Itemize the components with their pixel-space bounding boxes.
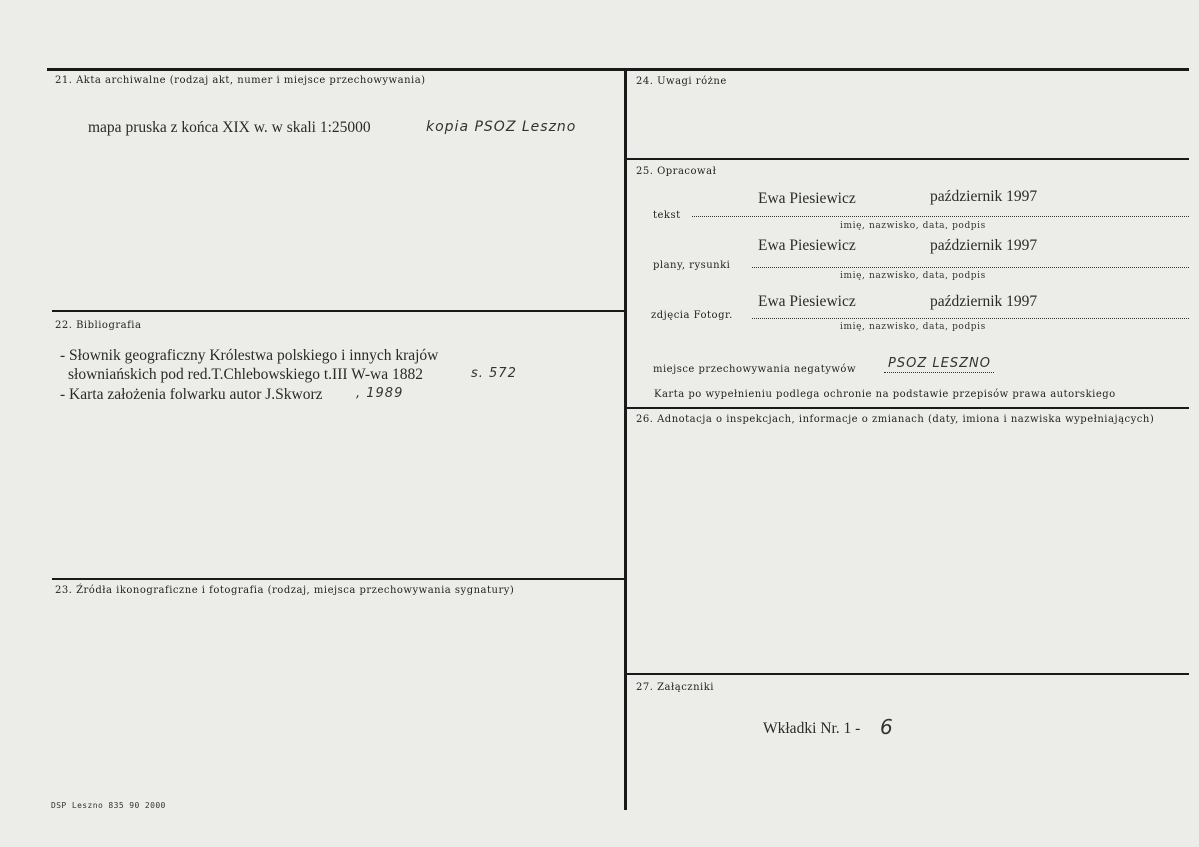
divider-22-23	[52, 578, 624, 580]
author-text-line	[692, 216, 1189, 217]
section-21-handwritten: kopia PSOZ Leszno	[426, 119, 577, 135]
vertical-divider	[624, 68, 627, 810]
section-22-label: 22. Bibliografia	[55, 320, 142, 331]
negatives-value: PSOZ LESZNO	[888, 356, 991, 371]
section-23-label: 23. Źródła ikonograficzne i fotografia (rodzaj, miejsca przechowywania sygnatury)	[55, 585, 515, 596]
section-26-label: 26. Adnotacja o inspekcjach, informacje o zmianach (daty, imiona i nazwiska wypełniających)	[636, 414, 1155, 425]
bibliography-item-2: słowniańskich pod red.T.Chlebowskiego t.III W-wa 1882	[68, 366, 424, 383]
divider-26-27	[627, 673, 1189, 675]
divider-21-22	[52, 310, 624, 312]
bibliography-year-handwritten: , 1989	[356, 386, 404, 401]
author-plans-line	[752, 267, 1189, 268]
author-text-caption: imię, nazwisko, data, podpis	[840, 221, 986, 231]
section-24-label: 24. Uwagi różne	[636, 76, 727, 87]
author-photos-date: październik 1997	[930, 293, 1038, 310]
bibliography-page-handwritten: s. 572	[471, 366, 517, 381]
author-photos-caption: imię, nazwisko, data, podpis	[840, 322, 986, 332]
section-21-text: mapa pruska z końca XIX w. w skali 1:25000	[88, 119, 371, 136]
bibliography-item-3: - Karta założenia folwarku autor J.Skworz	[60, 386, 323, 403]
author-photos-name: Ewa Piesiewicz	[758, 293, 856, 310]
copyright-notice: Karta po wypełnieniu podlega ochronie na podstawie przepisów prawa autorskiego	[654, 389, 1116, 400]
author-plans-name: Ewa Piesiewicz	[758, 237, 856, 254]
print-footer: DSP Leszno 835 90 2000	[51, 801, 166, 810]
bibliography-item-1: - Słownik geograficzny Królestwa polskiego i innych krajów	[60, 347, 439, 364]
author-photos-line	[752, 318, 1189, 319]
author-text-date: październik 1997	[930, 188, 1038, 205]
attachments-count-handwritten: 6	[880, 715, 894, 739]
attachments-text: Wkładki Nr. 1 -	[763, 720, 861, 737]
author-text-name: Ewa Piesiewicz	[758, 190, 856, 207]
negatives-label: miejsce przechowywania negatywów	[653, 364, 856, 375]
author-plans-field: plany, rysunki	[653, 260, 731, 271]
top-border	[47, 68, 1189, 71]
divider-24-25	[627, 158, 1189, 160]
author-plans-caption: imię, nazwisko, data, podpis	[840, 271, 986, 281]
author-text-field: tekst	[653, 210, 681, 221]
section-27-label: 27. Załączniki	[636, 682, 714, 693]
section-25-label: 25. Opracował	[636, 166, 717, 177]
section-21-label: 21. Akta archiwalne (rodzaj akt, numer i miejsce przechowywania)	[55, 75, 426, 86]
divider-25-26	[627, 407, 1189, 409]
author-plans-date: październik 1997	[930, 237, 1038, 254]
author-photos-field: zdjęcia Fotogr.	[651, 310, 733, 321]
negatives-line	[884, 372, 994, 373]
